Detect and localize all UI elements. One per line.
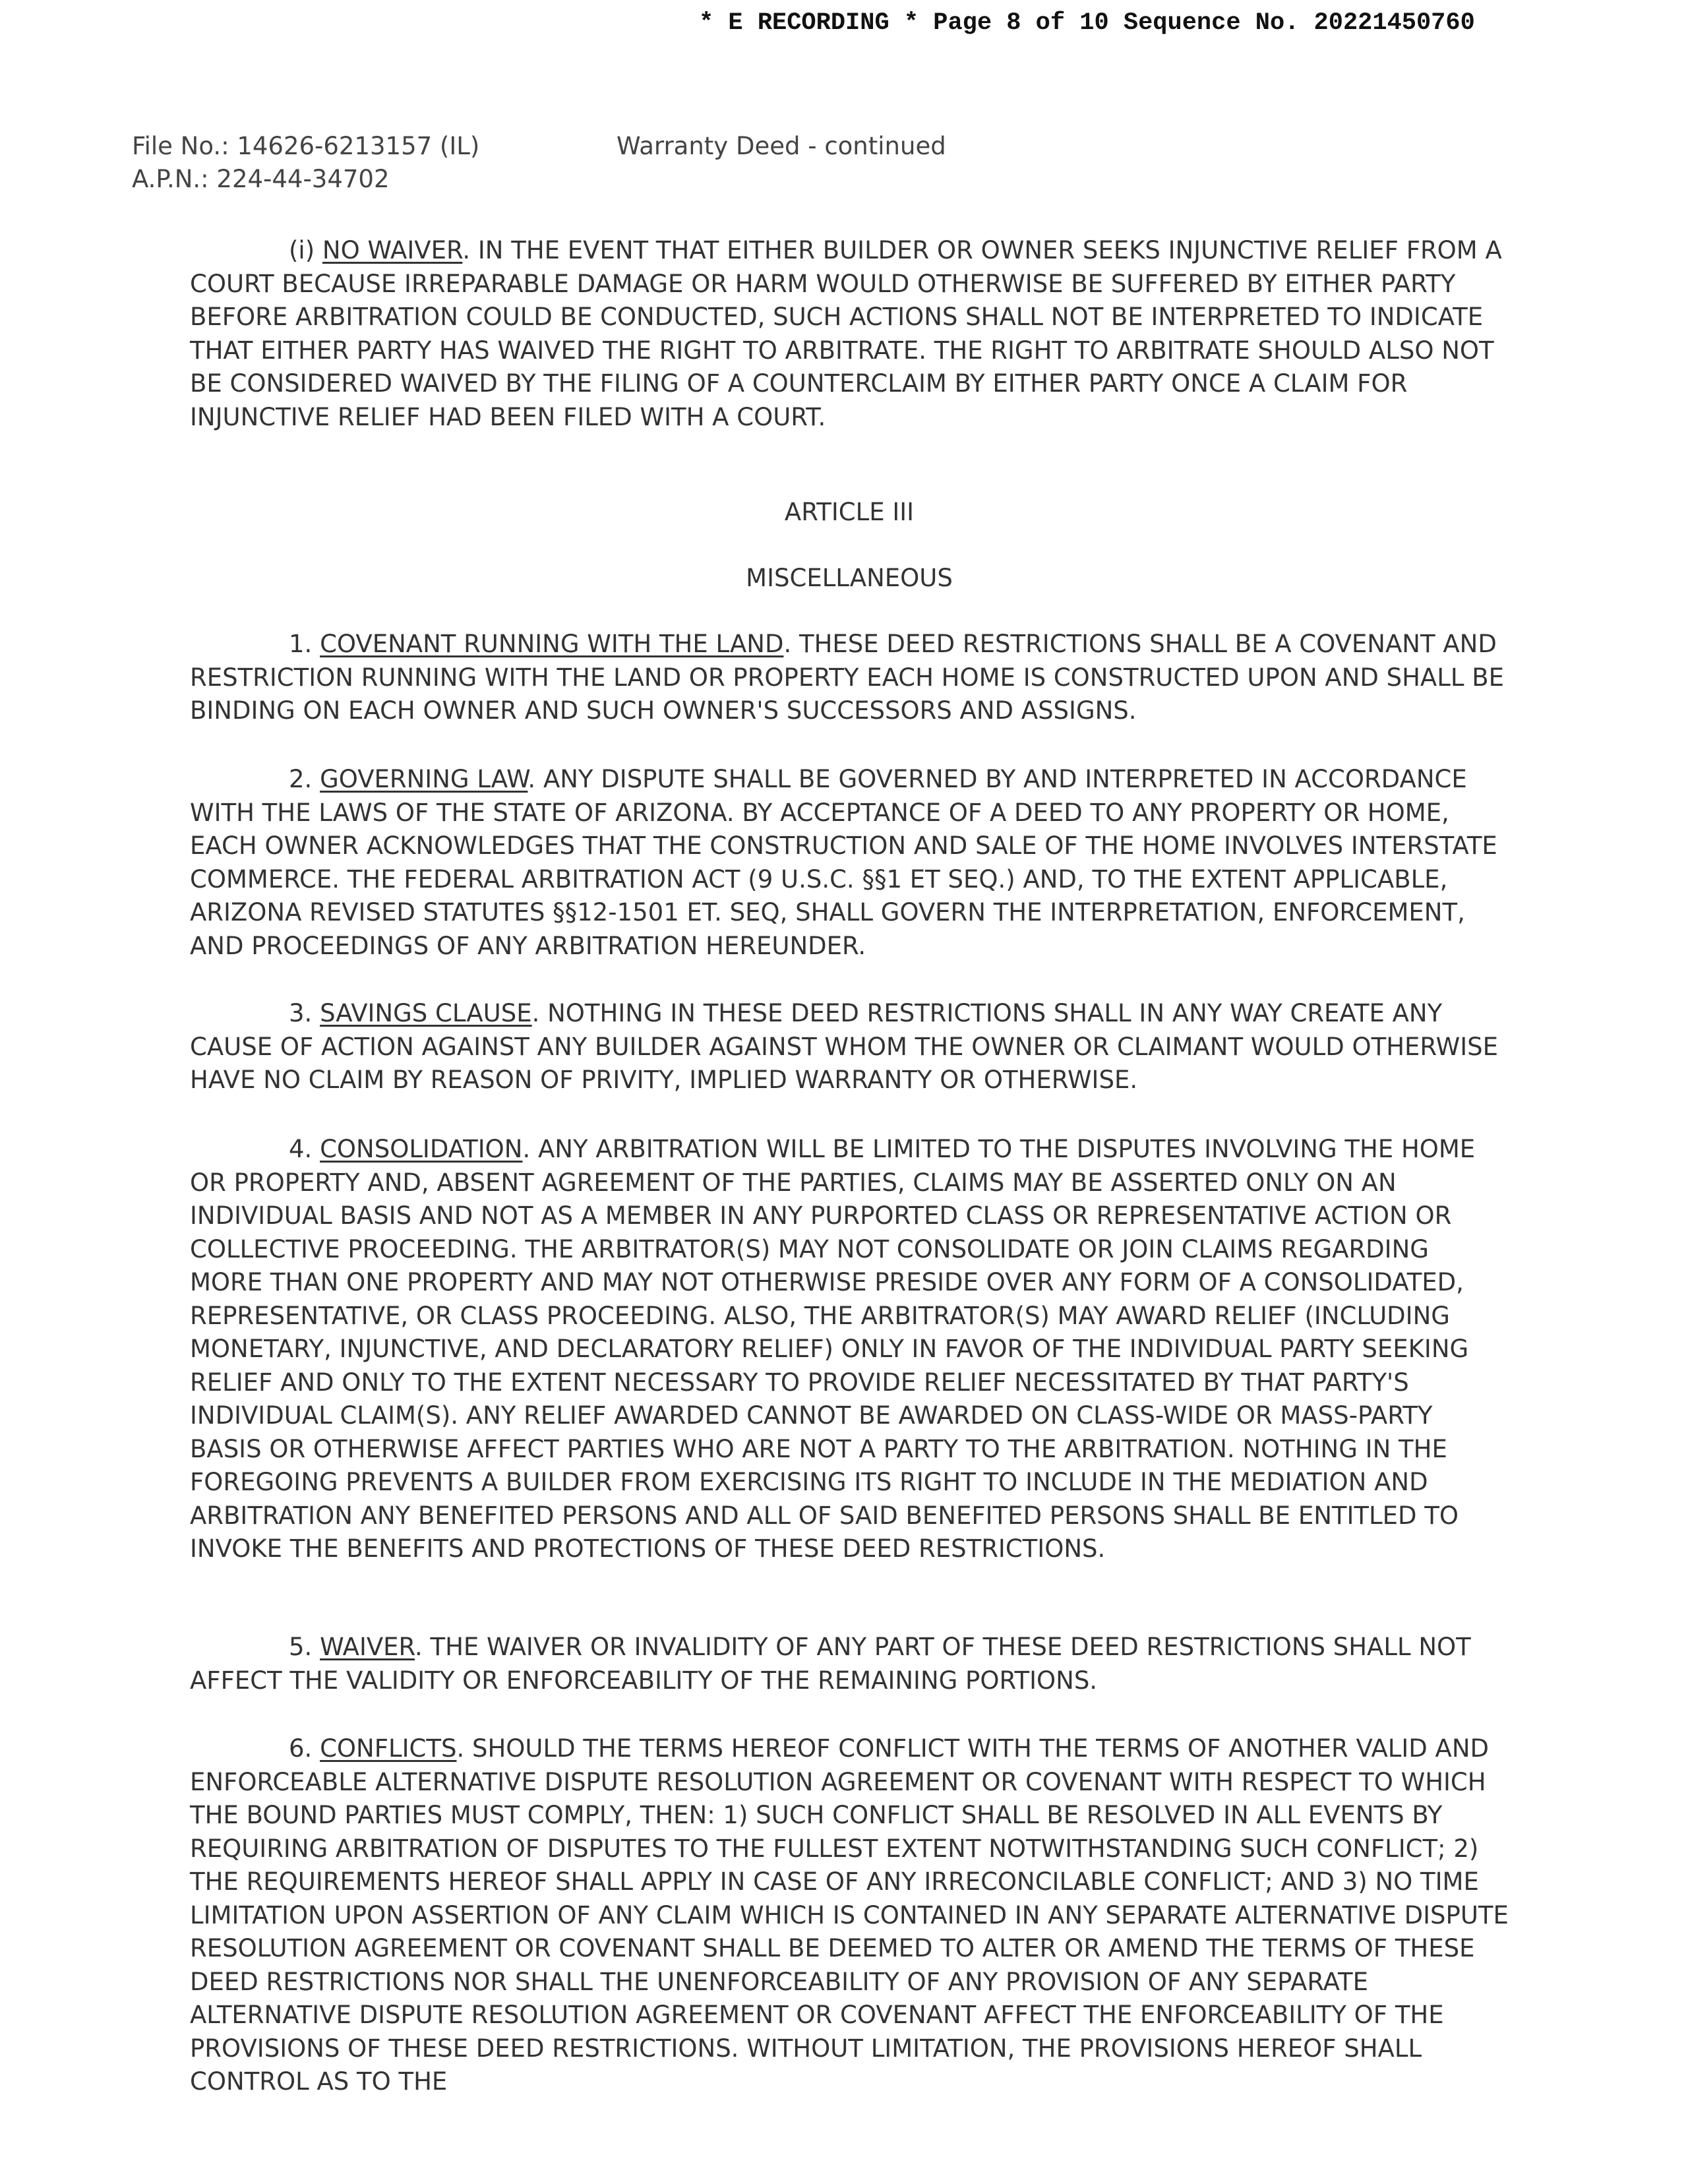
paragraph-heading: SAVINGS CLAUSE [320, 999, 532, 1027]
paragraph-number: 6. [289, 1734, 320, 1763]
document-type: Warranty Deed - continued [617, 132, 946, 160]
paragraph-number: 1. [289, 630, 320, 658]
paragraph-text: . THESE DEED RESTRICTIONS SHALL BE A COVENANT AND RESTRICTION RUNNING WITH THE LAND OR PROPERTY EACH HOME IS CONSTRUCTED UPON AND SHALL BE BINDING ON EACH OWNER AND SUCH OWNER'S SUCCESSORS AND ASSIGNS. [190, 630, 1504, 725]
paragraph-text: . ANY DISPUTE SHALL BE GOVERNED BY AND INTERPRETED IN ACCORDANCE WITH THE LAWS OF THE STATE OF ARIZONA. BY ACCEPTANCE OF A DEED TO ANY PROPERTY OR HOME, EACH OWNER ACKNOWLEDGES THAT THE CONSTRUCTION AND SALE OF THE HOME INVOLVES INTERSTATE COMMERCE. THE FEDERAL ARBITRATION ACT (9 U.S.C. §§1 ET SEQ.) AND, TO THE EXTENT APPLICABLE, ARIZONA REVISED STATUTES §§12-1501 ET. SEQ, SHALL GOVERN THE INTERPRETATION, ENFORCEMENT, AND PROCEEDINGS OF ANY ARBITRATION HEREUNDER. [190, 765, 1497, 960]
file-number: File No.: 14626-6213157 (IL) [132, 132, 480, 160]
paragraph-text: . NOTHING IN THESE DEED RESTRICTIONS SHALL IN ANY WAY CREATE ANY CAUSE OF ACTION AGAINST ANY BUILDER AGAINST WHOM THE OWNER OR CLAIMANT WOULD OTHERWISE HAVE NO CLAIM BY REASON OF PRIVITY, IMPLIED WARRANTY OR OTHERWISE. [190, 999, 1498, 1094]
paragraph-number: 2. [289, 765, 320, 793]
paragraph-heading: COVENANT RUNNING WITH THE LAND [320, 630, 784, 658]
paragraph-heading: CONSOLIDATION [320, 1135, 523, 1163]
section-i-heading: NO WAIVER [322, 236, 463, 264]
section-i-text: . IN THE EVENT THAT EITHER BUILDER OR OWNER SEEKS INJUNCTIVE RELIEF FROM A COURT BECAUSE IRREPARABLE DAMAGE OR HARM WOULD OTHERWISE BE SUFFERED BY EITHER PARTY BEFORE ARBITRATION COULD BE CONDUCTED, SUCH ACTIONS SHALL NOT BE INTERPRETED TO INDICATE THAT EITHER PARTY HAS WAIVED THE RIGHT TO ARBITRATE. THE RIGHT TO ARBITRATE SHOULD ALSO NOT BE CONSIDERED WAIVED BY THE FILING OF A COUNTERCLAIM BY EITHER PARTY ONCE A CLAIM FOR INJUNCTIVE RELIEF HAD BEEN FILED WITH A COURT. [190, 236, 1502, 431]
paragraph-text: . THE WAIVER OR INVALIDITY OF ANY PART OF THESE DEED RESTRICTIONS SHALL NOT AFFECT THE VALIDITY OR ENFORCEABILITY OF THE REMAINING PORTIONS. [190, 1633, 1471, 1695]
paragraph-number: 5. [289, 1633, 320, 1661]
paragraph-heading: GOVERNING LAW [320, 765, 528, 793]
paragraph-text: . SHOULD THE TERMS HEREOF CONFLICT WITH THE TERMS OF ANOTHER VALID AND ENFORCEABLE ALTERNATIVE DISPUTE RESOLUTION AGREEMENT OR COVENANT WITH RESPECT TO WHICH THE BOUND PARTIES MUST COMPLY, THEN: 1) SUCH CONFLICT SHALL BE RESOLVED IN ALL EVENTS BY REQUIRING ARBITRATION OF DISPUTES TO THE FULLEST EXTENT NOTWITHSTANDING SUCH CONFLICT; 2) THE REQUIREMENTS HEREOF SHALL APPLY IN CASE OF ANY IRRECONCILABLE CONFLICT; AND 3) NO TIME LIMITATION UPON ASSERTION OF ANY CLAIM WHICH IS CONTAINED IN ANY SEPARATE ALTERNATIVE DISPUTE RESOLUTION AGREEMENT OR COVENANT SHALL BE DEEMED TO ALTER OR AMEND THE TERMS OF THESE DEED RESTRICTIONS NOR SHALL THE UNENFORCEABILITY OF ANY PROVISION OF ANY SEPARATE ALTERNATIVE DISPUTE RESOLUTION AGREEMENT OR COVENANT AFFECT THE ENFORCEABILITY OF THE PROVISIONS OF THESE DEED RESTRICTIONS. WITHOUT LIMITATION, THE PROVISIONS HEREOF SHALL CONTROL AS TO THE [190, 1734, 1509, 2096]
paragraph-conflicts [190, 1732, 1509, 2099]
section-i-paragraph [190, 234, 1509, 434]
paragraph-waiver [190, 1631, 1509, 1697]
paragraph-consolidation [190, 1133, 1509, 1566]
apn-number: A.P.N.: 224-44-34702 [132, 165, 390, 193]
article-title: MISCELLANEOUS [746, 564, 953, 592]
recording-stamp: * E RECORDING * Page 8 of 10 Sequence No. 20221450760 [699, 9, 1475, 37]
paragraph-heading: CONFLICTS [320, 1734, 457, 1763]
paragraph-text: . ANY ARBITRATION WILL BE LIMITED TO THE DISPUTES INVOLVING THE HOME OR PROPERTY AND, ABSENT AGREEMENT OF THE PARTIES, CLAIMS MAY BE ASSERTED ONLY ON AN INDIVIDUAL BASIS AND NOT AS A MEMBER IN ANY PURPORTED CLASS OR REPRESENTATIVE ACTION OR COLLECTIVE PROCEEDING. THE ARBITRATOR(S) MAY NOT CONSOLIDATE OR JOIN CLAIMS REGARDING MORE THAN ONE PROPERTY AND MAY NOT OTHERWISE PRESIDE OVER ANY FORM OF A CONSOLIDATED, REPRESENTATIVE, OR CLASS PROCEEDING. ALSO, THE ARBITRATOR(S) MAY AWARD RELIEF (INCLUDING MONETARY, INJUNCTIVE, AND DECLARATORY RELIEF) ONLY IN FAVOR OF THE INDIVIDUAL PARTY SEEKING RELIEF AND ONLY TO THE EXTENT NECESSARY TO PROVIDE RELIEF NECESSITATED BY THAT PARTY'S INDIVIDUAL CLAIM(S). ANY RELIEF AWARDED CANNOT BE AWARDED ON CLASS-WIDE OR MASS-PARTY BASIS OR OTHERWISE AFFECT PARTIES WHO ARE NOT A PARTY TO THE ARBITRATION. NOTHING IN THE FOREGOING PREVENTS A BUILDER FROM EXERCISING ITS RIGHT TO INCLUDE IN THE MEDIATION AND ARBITRATION ANY BENEFITED PERSONS AND ALL OF SAID BENEFITED PERSONS SHALL BE ENTITLED TO INVOKE THE BENEFITS AND PROTECTIONS OF THESE DEED RESTRICTIONS. [190, 1135, 1476, 1563]
paragraph-heading: WAIVER [320, 1633, 415, 1661]
paragraph-covenant [190, 628, 1509, 728]
paragraph-number: 4. [289, 1135, 320, 1163]
paragraph-savings-clause [190, 997, 1509, 1097]
paragraph-governing-law [190, 763, 1509, 963]
article-number: ARTICLE III [784, 498, 915, 526]
section-i-prefix: (i) [289, 236, 322, 264]
paragraph-number: 3. [289, 999, 320, 1027]
